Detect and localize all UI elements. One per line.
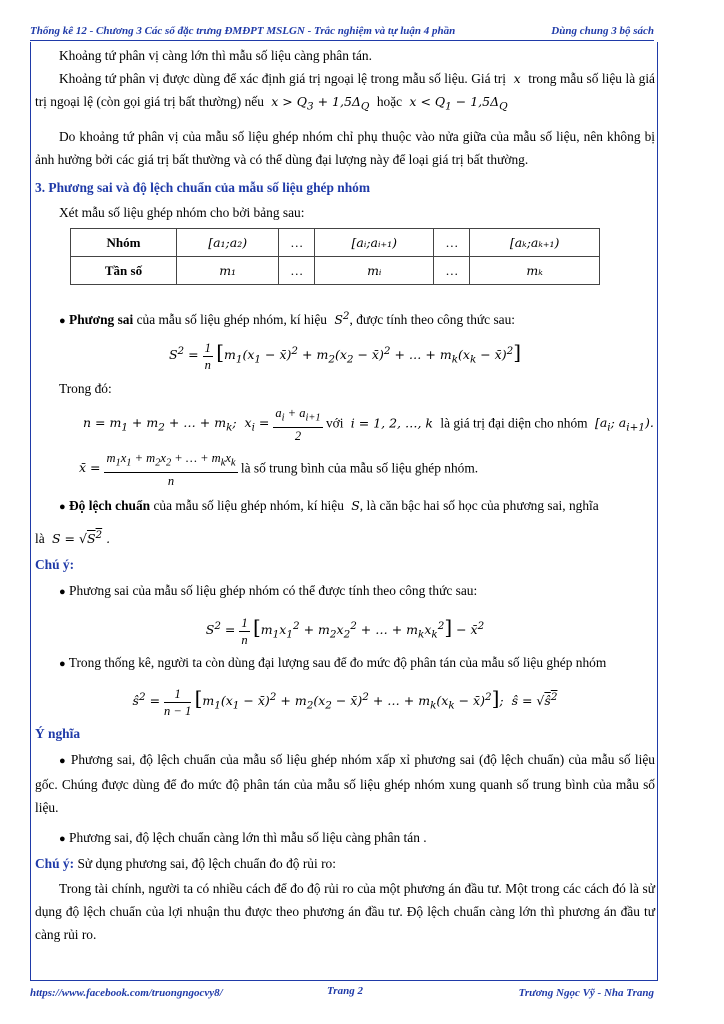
meaning2-text: Phương sai, độ lệch chuẩn càng lớn thì mẫu số liệu càng phân tán . <box>69 830 427 845</box>
variance-definition <box>35 305 655 333</box>
paragraph-iqr-spread: Khoảng tứ phân vị càng lớn thì mẫu số liệu càng phân tán. <box>59 48 372 63</box>
std-definition: ● Độ lệch chuẩn của mẫu số liệu ghép nhóm, kí hiệu S, là căn bậc hai số học của phương sai, nghĩa <box>59 498 599 513</box>
table-cell: mᵢ <box>315 257 434 285</box>
std-text3: là <box>35 531 45 547</box>
table-cell: [a₁;a₂) <box>177 229 279 257</box>
note-title: Chú ý: <box>35 557 75 572</box>
variance-text: của mẫu số liệu ghép nhóm, kí hiệu <box>136 312 327 328</box>
risk-note <box>35 852 655 875</box>
meaning-paragraph-1 <box>35 748 655 819</box>
header-title: Thống kê 12 - Chương 3 Các số đặc trưng ĐMĐPT MSLGN - Trắc nghiệm và tự luận 4 phần <box>30 25 456 37</box>
formula-n-xi: $n = m_1 + m_2$ + … + $m_k$; $x_i$ = $\frac{a_i + a_{i+1}}{2}$ với i = 1, 2, …, k là giá trị đại diện cho nhóm [$a_i$; $a_{i+1}$). <box>83 406 654 443</box>
paragraph-outlier <box>35 67 655 119</box>
table-header-frequency: Tần số <box>71 257 177 285</box>
bullet-icon: ● <box>59 586 66 598</box>
table-cell: … <box>279 257 315 285</box>
footer-author: Trương Ngọc Vỹ - Nha Trang <box>518 987 654 999</box>
rep-text: là giá trị đại diện cho nhóm <box>440 415 588 431</box>
outlier-or: hoặc <box>376 94 403 109</box>
risk-note-title: Chú ý: <box>35 856 75 871</box>
with-label: với <box>325 415 344 431</box>
outlier-text-a: Khoảng tứ phân vị được dùng để xác định giá trị ngoại lệ trong mẫu số liệu. Giá trị <box>59 71 506 86</box>
paragraph-iqr-robust: Do khoảng tứ phân vị của mẫu số liệu ghép nhóm chỉ phụ thuộc vào nửa giữa của mẫu số liệu, nên không bị ảnh hưởng bởi các giá trị bất thường và có thể dùng đại lượng này để loại giá trị bất thường. <box>35 129 655 167</box>
math-s2: $S^2$ <box>330 310 350 328</box>
risk-note-text: Sử dụng phương sai, độ lệch chuẩn đo độ rủi ro: <box>77 856 336 871</box>
std-formula-line: là $S = √S^2$ . <box>35 529 111 547</box>
grouped-data-table <box>70 228 600 285</box>
formula-variance-alt: $S^2$ = $\frac{1}{n}$ [$m_1x_1^2 + m_2x_2^2$ + … + $m_kx_k^2$] − x̄$^2$ <box>205 615 485 647</box>
table-header-group: Nhóm <box>71 229 177 257</box>
note2-text: Trong thống kê, người ta còn dùng đại lượng sau để đo mức độ phân tán của mẫu số liệu ghép nhóm <box>68 655 607 670</box>
math-outlier-lower: $x < Q_1 - 1,5\Delta_Q$ <box>405 94 508 113</box>
table-intro: Xét mẫu số liệu ghép nhóm cho bởi bảng sau: <box>59 205 305 220</box>
math-x: x <box>509 71 525 86</box>
formula-mean: x̄ = $\frac{m_1x_1 + m_2x_2 + \dots + m_kx_k}{n}$ là số trung bình của mẫu số liệu ghép nhóm. <box>79 451 479 488</box>
page-footer <box>30 985 654 1001</box>
variance-text2: , được tính theo công thức sau: <box>349 312 516 328</box>
formula-variance: $S^2$ = $\frac{1}{n}$ [$m_1(x_1$ − x̄)$^2$ + $m_2(x_2$ − x̄)$^2$ + … + $m_k(x_k$ − x̄)$^2$] <box>168 340 522 372</box>
table-row <box>71 257 600 285</box>
footer-link[interactable]: https://www.facebook.com/truongngocvy8/ <box>30 987 223 999</box>
header-right: Dùng chung 3 bộ sách <box>551 25 654 37</box>
variance-term: Phương sai <box>69 312 134 328</box>
std-text: của mẫu số liệu ghép nhóm, kí hiệu <box>153 498 344 513</box>
where-label: Trong đó: <box>59 381 112 396</box>
meaning-paragraph-2 <box>35 826 655 851</box>
table-cell: … <box>434 257 470 285</box>
table-cell: mₖ <box>470 257 600 285</box>
math-outlier-upper: $x > Q_3 + 1,5\Delta_Q$ <box>267 94 370 113</box>
bullet-icon: ● <box>59 755 67 767</box>
table-cell: [aᵢ;aᵢ₊₁) <box>315 229 434 257</box>
note-variance-alt <box>35 579 655 604</box>
note-sample-variance <box>35 651 655 676</box>
table-cell: m₁ <box>177 257 279 285</box>
std-text2: , là căn bậc hai số học của phương sai, nghĩa <box>359 498 599 513</box>
meaning1-text: Phương sai, độ lệch chuẩn của mẫu số liệu ghép nhóm xấp xỉ phương sai (độ lệch chuẩn) của mẫu số liệu gốc. Chúng được dùng để đo mức độ phân tán của mẫu số liệu ghép nhóm xung quanh số trung bình của mẫu số liệu. <box>35 752 655 815</box>
mean-text: là số trung bình của mẫu số liệu ghép nhóm. <box>240 460 479 476</box>
table-cell: … <box>279 229 315 257</box>
header-rule <box>30 40 654 41</box>
table-cell: [aₖ;aₖ₊₁) <box>470 229 600 257</box>
std-term: Độ lệch chuẩn <box>69 498 151 513</box>
page-number: Trang 2 <box>327 985 363 997</box>
bullet-icon: ● <box>59 315 66 328</box>
section-heading-variance: 3. Phương sai và độ lệch chuẩn của mẫu số liệu ghép nhóm <box>35 180 371 195</box>
bullet-icon: ● <box>59 833 66 845</box>
table-row <box>71 229 600 257</box>
page-header <box>30 23 654 39</box>
bullet-icon: ● <box>59 501 66 513</box>
note1-text: Phương sai của mẫu số liệu ghép nhóm có thể được tính theo công thức sau: <box>69 583 478 598</box>
meaning-title: Ý nghĩa <box>35 726 81 741</box>
table-cell: … <box>434 229 470 257</box>
bullet-icon: ● <box>59 658 66 670</box>
outlier-text-b: trong mẫu số liệu là giá trị ngoại lệ (còn gọi giá trị bất thường) nếu <box>35 71 656 109</box>
risk-paragraph: Trong tài chính, người ta có nhiều cách để đo độ rủi ro của một phương án đầu tư. Một trong các cách đó là sử dụng độ lệch chuẩn của lợi nhuận thu được theo phương án đầu tư. Độ lệch chuẩn càng lớn thì phương án đầu tư càng rủi ro. <box>35 881 655 942</box>
formula-sample-variance: $ŝ^2$ = $\frac{1}{n - 1}$ [$m_1(x_1$ − x̄)$^2$ + $m_2(x_2$ − x̄)$^2$ + … + $m_k(x_k$ − x̄)$^2$]; ŝ = $√ŝ^2$ <box>132 686 558 718</box>
